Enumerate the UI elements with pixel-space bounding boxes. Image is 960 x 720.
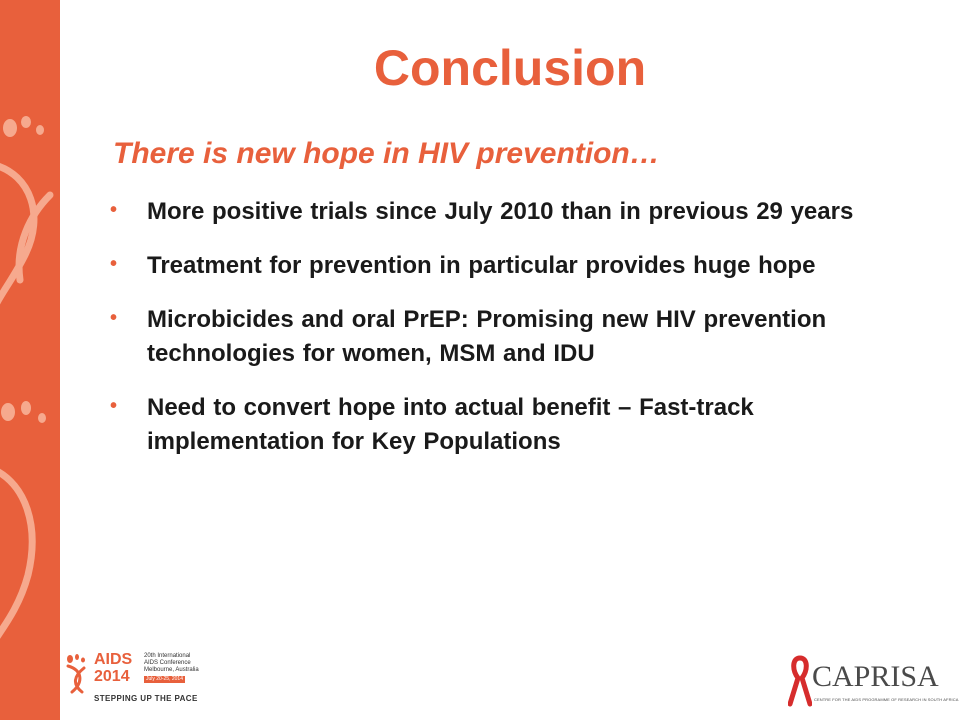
aids-logo-year: 2014 (94, 668, 130, 685)
footprint-ribbon-icon (64, 654, 92, 694)
bullet-item (110, 303, 900, 371)
bullet-item (110, 249, 900, 283)
bullet-dot-icon: • (110, 253, 118, 275)
aids-logo-title: AIDS (94, 651, 133, 668)
bullet-list (110, 195, 900, 479)
footprint-decoration-icon (0, 0, 60, 720)
caprisa-logo-name: CAPRISA (812, 660, 939, 693)
bullet-text: More positive trials since July 2010 than in previous 29 years (147, 198, 854, 225)
caprisa-logo (788, 652, 959, 712)
slide-title: Conclusion (373, 40, 647, 96)
aids-logo-date: July 20-25, 2014 (146, 676, 183, 682)
slide-subtitle: There is new hope in HIV prevention… (113, 137, 660, 170)
aids-2014-logo (64, 652, 214, 710)
bullet-dot-icon: • (110, 307, 118, 329)
aids-logo-info: 20th International AIDS Conference Melbourne, Australia (144, 653, 199, 673)
bullet-dot-icon: • (110, 199, 118, 221)
red-ribbon-icon (788, 654, 812, 710)
bullet-text: Microbicides and oral PrEP: Promising new HIV prevention technologies for women, MSM and IDU (147, 306, 827, 367)
bullet-text: Treatment for prevention in particular provides huge hope (147, 252, 816, 279)
bullet-text: Need to convert hope into actual benefit – Fast-track implementation for Key Populations (147, 394, 754, 455)
caprisa-logo-subtitle: CENTRE FOR THE AIDS PROGRAMME OF RESEARCH IN SOUTH AFRICA (814, 697, 959, 702)
bullet-dot-icon: • (110, 395, 118, 417)
bullet-item (110, 391, 900, 459)
side-decoration-band (0, 0, 60, 720)
aids-logo-tagline: STEPPING UP THE PACE (94, 694, 198, 703)
bullet-item (110, 195, 900, 229)
